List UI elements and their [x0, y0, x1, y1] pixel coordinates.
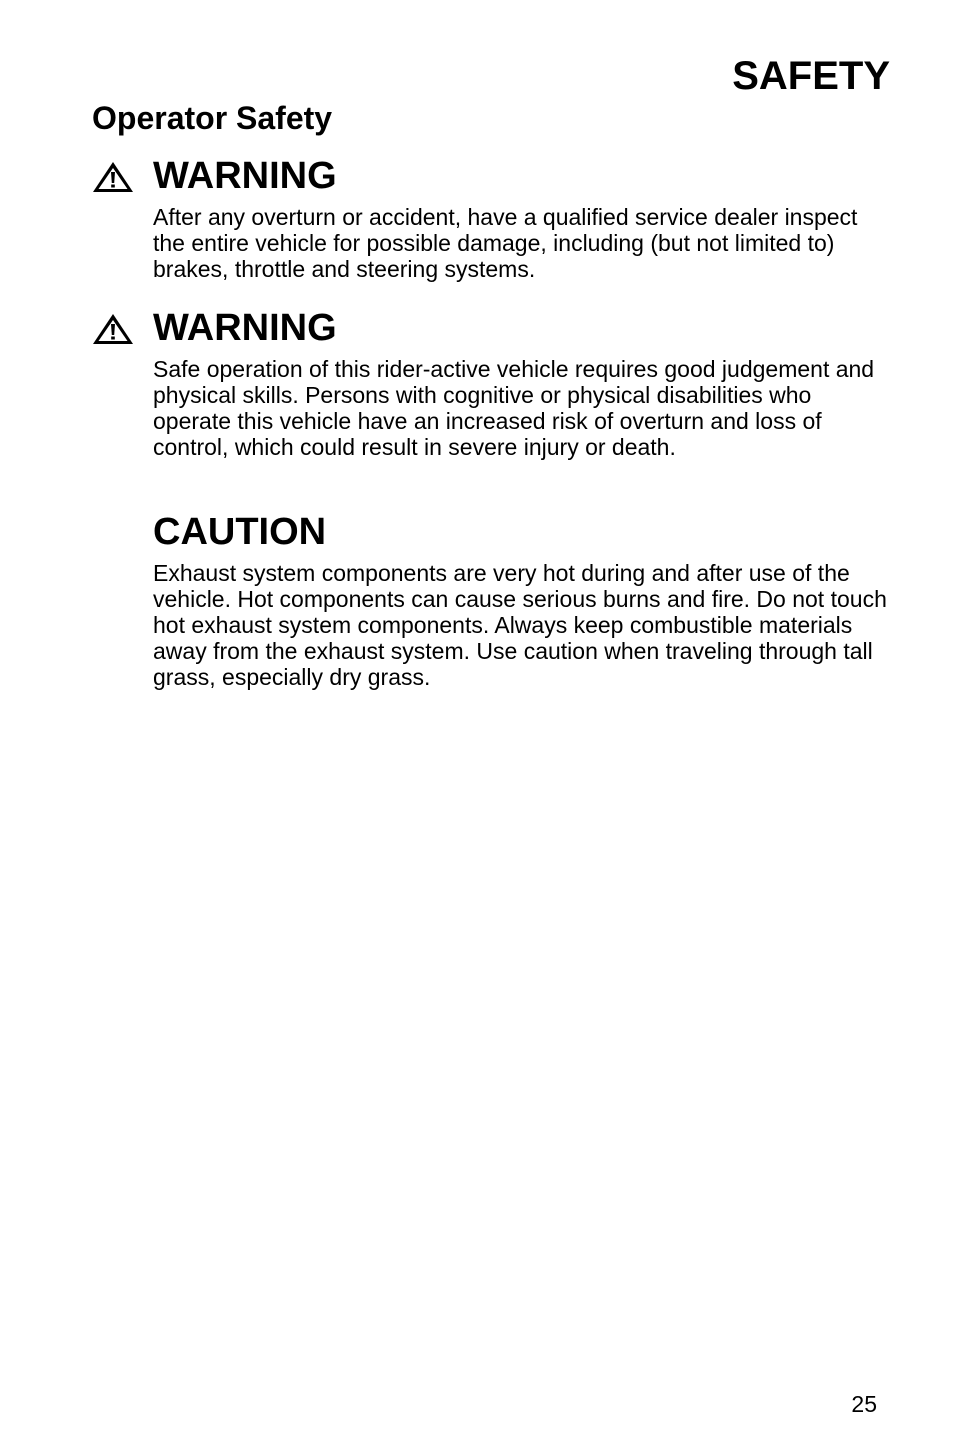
- notice-heading: WARNING: [153, 155, 337, 197]
- notice-header: [92, 152, 892, 200]
- notice-body: [153, 560, 888, 690]
- notice-heading: WARNING: [153, 307, 337, 349]
- notice-header: [92, 508, 892, 556]
- warning-notice: [92, 152, 892, 282]
- page-number: 25: [851, 1391, 877, 1417]
- notice-body: [153, 204, 888, 282]
- notice-body: [153, 356, 888, 460]
- notice-text: Exhaust system components are very hot during and after use of the vehicle. Hot components can cause serious burns and fire. Do not touch hot exhaust system components. Always keep combustible materials away from the exhaust system. Use caution when traveling through tall grass, especially dry grass.: [153, 560, 887, 690]
- notice-header: [92, 304, 892, 352]
- caution-notice: [92, 508, 892, 690]
- warning-triangle-icon: [92, 161, 134, 193]
- warning-notice: [92, 304, 892, 460]
- chapter-title: SAFETY: [732, 54, 890, 98]
- warning-triangle-icon: [92, 313, 134, 345]
- notice-heading: CAUTION: [153, 511, 327, 553]
- notice-text: Safe operation of this rider-active vehicle requires good judgement and physical skills. Persons with cognitive or physical disabilities who operate this vehicle have an increased risk of overturn and loss of control, which could result in severe injury or death.: [153, 356, 875, 460]
- notice-text: After any overturn or accident, have a qualified service dealer inspect the entire vehicle for possible damage, including (but not limited to) brakes, throttle and steering systems.: [153, 204, 858, 282]
- section-title: Operator Safety: [92, 100, 333, 136]
